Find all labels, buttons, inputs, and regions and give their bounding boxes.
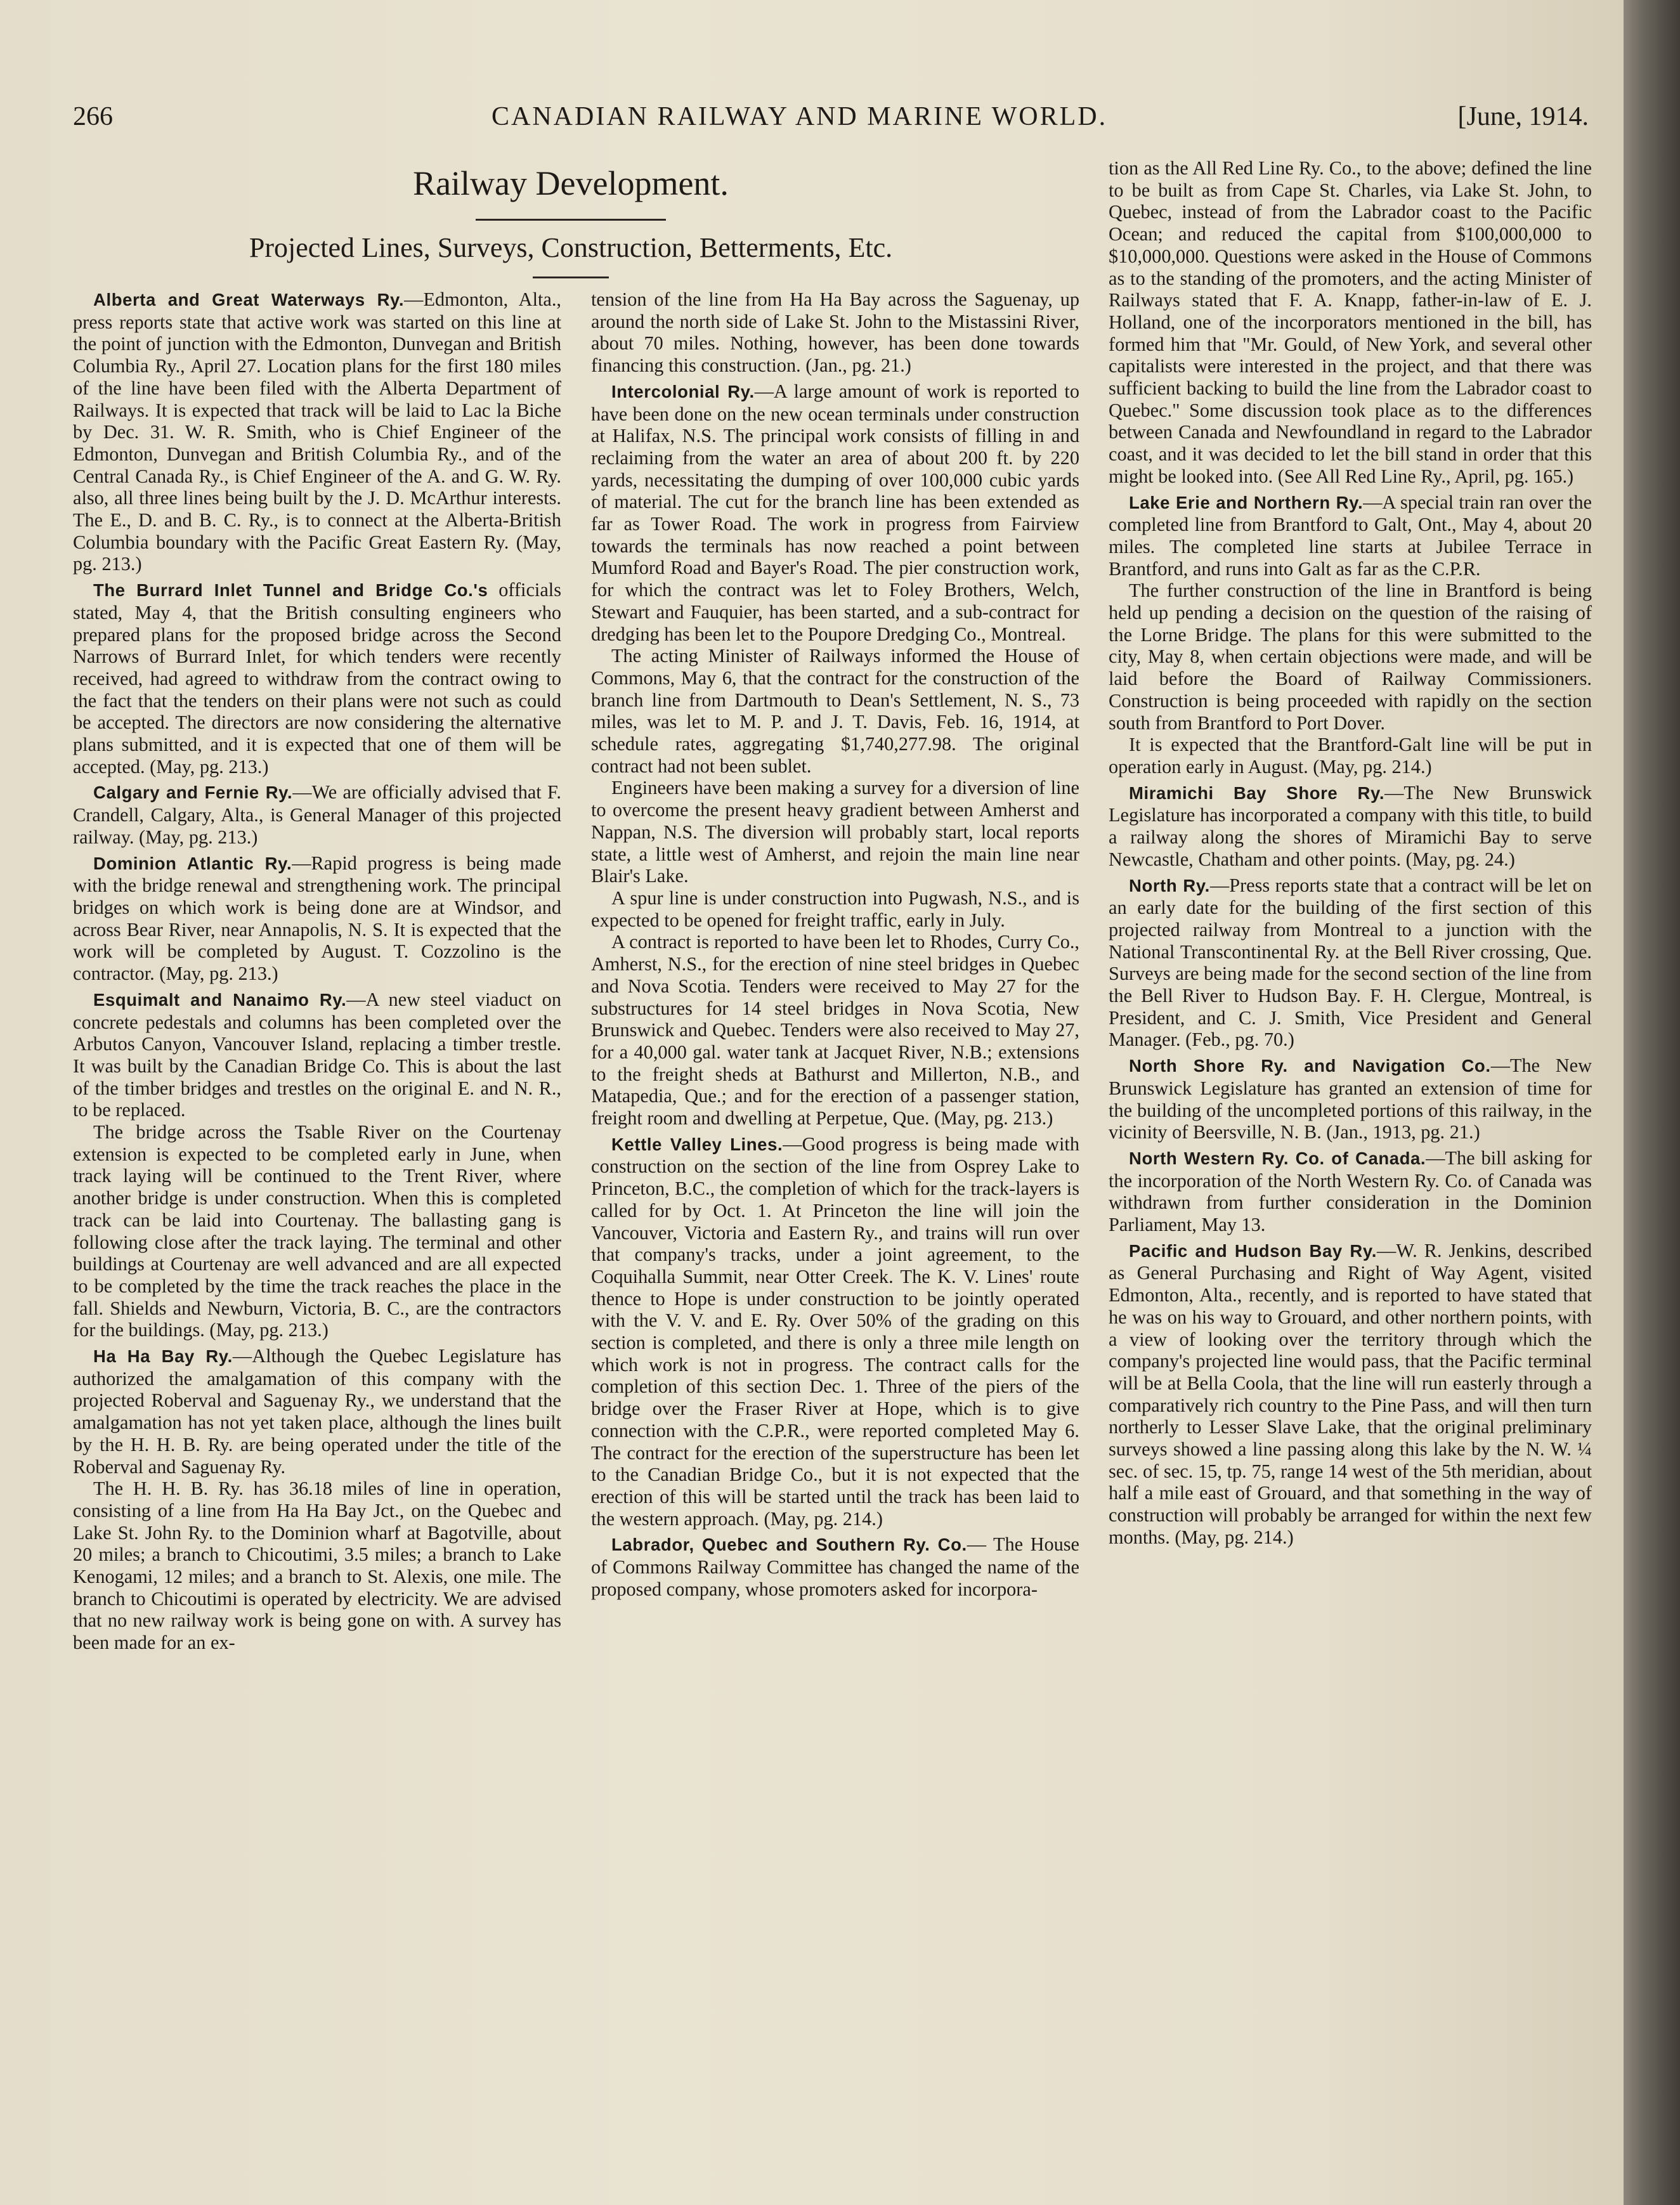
item-text: A contract is reported to have been let to Rhodes, Curry Co., Amherst, N.S., for the erection of nine steel bridges in Quebec and Nova Scotia. Tenders were received to May 27 for the substructures for 14 steel bridges in Nova Scotia, New Brunswick and Quebec. Tenders were also received to May 27, for a 40,000 gal. water tank at Jacquet River, N.B.; extensions to the freight sheds at Bathurst and Millerton, N.B., and Matapedia, Que.; and for the erection of a passenger station, freight room and dwelling at Perpetue, Que. (May, pg. 213.) xyxy=(591,931,1079,1129)
paragraph xyxy=(1109,1147,1592,1236)
item-heading: North Ry. xyxy=(1129,875,1210,895)
item-heading: Alberta and Great Waterways Ry. xyxy=(93,290,405,309)
journal-title: CANADIAN RAILWAY AND MARINE WORLD. xyxy=(492,102,1108,131)
item-heading: Esquimalt and Nanaimo Ry. xyxy=(93,989,347,1010)
paragraph xyxy=(73,579,561,777)
issue-date: [June, 1914. xyxy=(1457,102,1589,131)
paragraph xyxy=(73,1345,561,1478)
item-text: officials stated, May 4, that the British consulting engineers who prepared plans for the proposed bridge across the Second Narrows of Burrard Inlet, for which tenders were recently received, had agreed to withdraw from the contract owing to the fact that the tenders on their plans were not such as could be accepted. The directors are now considering the alternative plans submitted, and it is expected that one of them will be accepted. (May, pg. 213.) xyxy=(73,579,561,777)
item-text: —Good progress is being made with construction on the section of the line from Osprey Lake to Princeton, B.C., the completion of which for the track-layers is called for by Oct. 1. At Princeton the line will join the Vancouver, Victoria and Eastern Ry., and trains will run over that company's tracks, under a joint agreement, to the Coquihalla Summit, near Otter Creek. The K. V. Lines' route thence to Hope is under construction to be jointly operated with the V. V. and E. Ry. Over 50% of the grading on this section is completed, and there is only a three mile length on which work is not in progress. The contract calls for the completion of this section Dec. 1. Three of the piers of the bridge over the Fraser River at Hope, which is to give connection with the C.P.R., were reported completed May 6. The contract for the erection of the superstructure has been let to the Canadian Bridge Co., but it is not expected that the erection of this will be started until the track has been laid to the western approach. (May, pg. 214.) xyxy=(591,1133,1079,1530)
paragraph xyxy=(1109,875,1592,1051)
item-text: —A large amount of work is reported to have been done on the new ocean terminals under construction at Halifax, N.S. The principal work consists of filling in and reclaiming from the water an area of about 200 ft. by 220 yards, necessitating the dumping of over 100,000 cubic yards of material. The cut for the branch line has been extended as far as Tower Road. The work in progress from Fairview towards the terminals has now reached a point between Mumford Road and Bayer's Road. The pier construction work, for which the contract was let to Foley Brothers, Welch, Stewart and Fauquier, has been started, and a sub-contract for dredging has been let to the Poupore Dredging Co., Montreal. xyxy=(591,380,1079,645)
item-text: —The bill asking for the incorporation of the North Western Ry. Co. of Canada was withdrawn from further consideration in the Dominion Parliament, May 13. xyxy=(1109,1147,1592,1236)
paragraph xyxy=(1109,157,1592,488)
item-text: —Rapid progress is being made with the bridge renewal and strengthening work. The principal bridges on which work is being done are at Windsor, and across Bear River, near Annapolis, N. S. It is expected that the work will be completed by August. T. Cozzolino is the contractor. (May, pg. 213.) xyxy=(73,852,561,985)
item-text: —The New Brunswick Legislature has granted an extension of time for the building of the uncompleted portions of this railway, in the vicinity of Beersville, N. B. (Jan., 1913, pg. 21.) xyxy=(1109,1055,1592,1143)
paragraph xyxy=(591,645,1079,777)
item-heading: Kettle Valley Lines. xyxy=(611,1134,783,1154)
paragraph xyxy=(591,887,1079,931)
column-3 xyxy=(1109,157,1592,1549)
paragraph xyxy=(591,289,1079,377)
item-text: tension of the line from Ha Ha Bay across the Saguenay, up around the north side of Lake St. John to the Mistassini River, about 70 miles. Nothing, however, has been done towards financing this construction. (Jan., pg. 21.) xyxy=(591,289,1079,377)
paragraph xyxy=(591,931,1079,1129)
item-text: —W. R. Jenkins, described as General Purchasing and Right of Way Agent, visited Edmonton, Alta., recently, and is reported to have stated that he was on his way to Grouard, and other northern points, with a view of looking over the territory through which the company's projected line would pass, that the Pacific terminal will be at Bella Coola, that the line will run easterly through a comparatively rich country to the Pine Pass, and will then turn northerly to Lesser Slave Lake, that the original preliminary surveys showed a line passing along this lake by the N. W. ¼ sec. of sec. 15, tp. 75, range 14 west of the 5th meridian, about half a mile east of Grouard, and that something in the way of construction will probably be arranged for within the next few months. (May, pg. 214.) xyxy=(1109,1239,1592,1548)
item-text: Engineers have been making a survey for a diversion of line to overcome the present heavy gradient between Amherst and Nappan, N.S. The diversion will probably start, local reports state, a little west of Amherst, and rejoin the main line near Blair's Lake. xyxy=(591,777,1079,887)
item-heading: Ha Ha Bay Ry. xyxy=(93,1346,233,1367)
item-text: The further construction of the line in Brantford is being held up pending a decision on the question of the raising of the Lorne Bridge. The plans for this were submitted to the city, May 8, when certain objections were made, and will be laid before the Board of Railway Commissioners. Construction is being proceeded with rapidly on the section south from Brantford to Port Dover. xyxy=(1109,580,1592,734)
item-heading: North Western Ry. Co. of Canada. xyxy=(1129,1148,1426,1168)
column-1 xyxy=(73,289,561,1654)
item-text: The bridge across the Tsable River on the Courtenay extension is expected to be completed early in June, when track laying will be continued to the Trent River, where another bridge is under construction. When this is completed track can be laid into Courtenay. The ballasting gang is following close after the track laying. The terminal and other buildings at Courtenay are well advanced and are all expected to be completed by the time the track reaches the place in the fall. Shields and Newburn, Victoria, B. C., are the contractors for the buildings. (May, pg. 213.) xyxy=(73,1121,561,1341)
column-2 xyxy=(591,289,1079,1600)
item-heading: Labrador, Quebec and Southern Ry. Co. xyxy=(611,1535,967,1555)
item-text: It is expected that the Brantford-Galt line will be put in operation early in August. (May, pg. 214.) xyxy=(1109,734,1592,777)
paragraph xyxy=(1109,1240,1592,1549)
paragraph xyxy=(73,289,561,575)
paragraph xyxy=(591,777,1079,887)
paragraph xyxy=(1109,491,1592,580)
item-text: A spur line is under construction into Pugwash, N.S., and is expected to be opened for freight traffic, early in July. xyxy=(591,887,1079,931)
item-text: —Although the Quebec Legislature has authorized the amalgamation of this company with the projected Roberval and Saguenay Ry., we understand that the amalgamation has not yet taken place, although the lines built by the H. H. B. Ry. are being operated under the title of the Roberval and Saguenay Ry. xyxy=(73,1345,562,1478)
paragraph xyxy=(1109,580,1592,734)
section-subtitle: Projected Lines, Surveys, Construction, Betterments, Etc. xyxy=(249,232,893,263)
subtitle-rule xyxy=(533,276,609,278)
item-heading: Pacific and Hudson Bay Ry. xyxy=(1129,1240,1377,1261)
item-text: — The House of Commons Railway Committee has changed the name of the proposed company, whose promoters asked for incorpora- xyxy=(591,1533,1079,1600)
item-text: —Edmonton, Alta., press reports state that active work was started on this line at the point of junction with the Edmonton, Dunvegan and British Columbia Ry., April 27. Location plans for the first 180 miles of the line have been filed with the Alberta Department of Railways. It is expected that track will be laid to Lac la Biche by Dec. 31. W. R. Smith, who is Chief Engineer of the Edmonton, Dunvegan and British Columbia Ry., and of the Central Canada Ry., is Chief Engineer of the A. and G. W. Ry. also, all three lines being built by the J. D. McArthur interests. The E., D. and B. C. Ry., is to connect at the Alberta-British Columbia boundary with the Pacific Great Eastern Ry. (May, pg. 213.) xyxy=(73,289,561,575)
item-heading: North Shore Ry. and Navigation Co. xyxy=(1129,1056,1491,1076)
item-heading: Miramichi Bay Shore Ry. xyxy=(1129,783,1385,803)
title-rule xyxy=(476,219,666,221)
paragraph xyxy=(1109,782,1592,871)
item-text: —Press reports state that a contract will be let on an early date for the building of the first section of this projected railway from Montreal to a junction with the National Transcontinental Ry. at the Bell River crossing, Que. Surveys are being made for the second section of the line from the Bell River to Hudson Bay. F. H. Clergue, Montreal, is President, and C. J. Smith, Vice President and General Manager. (Feb., pg. 70.) xyxy=(1109,874,1592,1051)
item-text: tion as the All Red Line Ry. Co., to the above; defined the line to be built as from Cape St. Charles, via Lake St. John, to Quebec, instead of from the Labrador coast to the Pacific Ocean; and reduced the capital from $100,000,000 to $10,000,000. Questions were asked in the House of Commons as to the standing of the promoters, and the acting Minister of Railways stated that F. A. Knapp, father-in-law of E. J. Holland, one of the incorporators mentioned in the bill, has formed him that "Mr. Gould, of New York, and several other capitalists were interested in the project, and that there was sufficient backing to build the line from the Labrador coast to Quebec." Some discussion took place as to the differences between Canada and Newfoundland in regard to the Labrador coast, and it was decided to let the bill stand in order that this might be looked into. (See All Red Line Ry., April, pg. 165.) xyxy=(1109,157,1592,487)
paragraph xyxy=(1109,1055,1592,1143)
section-title: Railway Development. xyxy=(413,164,729,202)
paragraph xyxy=(73,989,561,1121)
paragraph xyxy=(73,1478,561,1654)
item-text: The H. H. B. Ry. has 36.18 miles of line in operation, consisting of a line from Ha Ha Bay Jct., on the Quebec and Lake St. John Ry. to the Dominion wharf at Bagotville, about 20 miles; a branch to Chicoutimi, 3.5 miles; a branch to Lake Kenogami, 12 miles; and a branch to St. Alexis, one mile. The branch to Chicoutimi is operated by electricity. We are advised that no new railway work is being gone on with. A survey has been made for an ex- xyxy=(73,1478,561,1654)
paragraph xyxy=(591,1533,1079,1600)
paragraph xyxy=(1109,734,1592,777)
item-heading: Calgary and Fernie Ry. xyxy=(93,783,293,803)
book-spine-shadow xyxy=(1624,0,1680,2205)
item-text: —We are officially advised that F. Crandell, Calgary, Alta., is General Manager of this projected railway. (May, pg. 213.) xyxy=(73,781,561,848)
paragraph xyxy=(73,781,561,848)
paragraph xyxy=(73,852,561,985)
item-text: The acting Minister of Railways informed the House of Commons, May 6, that the contract for the construction of the branch line from Dartmouth to Dean's Settlement, N. S., 73 miles, was let to M. P. and J. T. Davis, Feb. 16, 1914, at schedule rates, aggregating $1,740,277.98. The original contract had not been sublet. xyxy=(591,645,1079,777)
item-text: —A new steel viaduct on concrete pedestals and columns has been completed over the Arbutos Canyon, Vancouver Island, replacing a timber trestle. It was built by the Canadian Bridge Co. This is about the last of the timber bridges and trestles on the original E. and N. R., to be replaced. xyxy=(73,988,561,1121)
paragraph xyxy=(73,1121,561,1341)
page-number: 266 xyxy=(73,102,113,131)
item-heading: Lake Erie and Northern Ry. xyxy=(1129,492,1364,512)
item-text: —A special train ran over the completed line from Brantford to Galt, Ont., May 4, about 20 miles. The completed line starts at Jubilee Terrace in Brantford, and runs into Galt as far as the C.P.R. xyxy=(1109,491,1592,580)
running-head xyxy=(73,95,1624,146)
item-heading: Intercolonial Ry. xyxy=(611,381,755,401)
paragraph xyxy=(591,1133,1079,1530)
paragraph xyxy=(591,381,1079,645)
item-text: —The New Brunswick Legislature has incorporated a company with this title, to build a railway along the shores of Miramichi Bay to serve Newcastle, Chatham and other points. (May, pg. 24.) xyxy=(1109,781,1592,870)
item-heading: The Burrard Inlet Tunnel and Bridge Co.'s xyxy=(93,580,488,601)
item-heading: Dominion Atlantic Ry. xyxy=(93,853,292,873)
